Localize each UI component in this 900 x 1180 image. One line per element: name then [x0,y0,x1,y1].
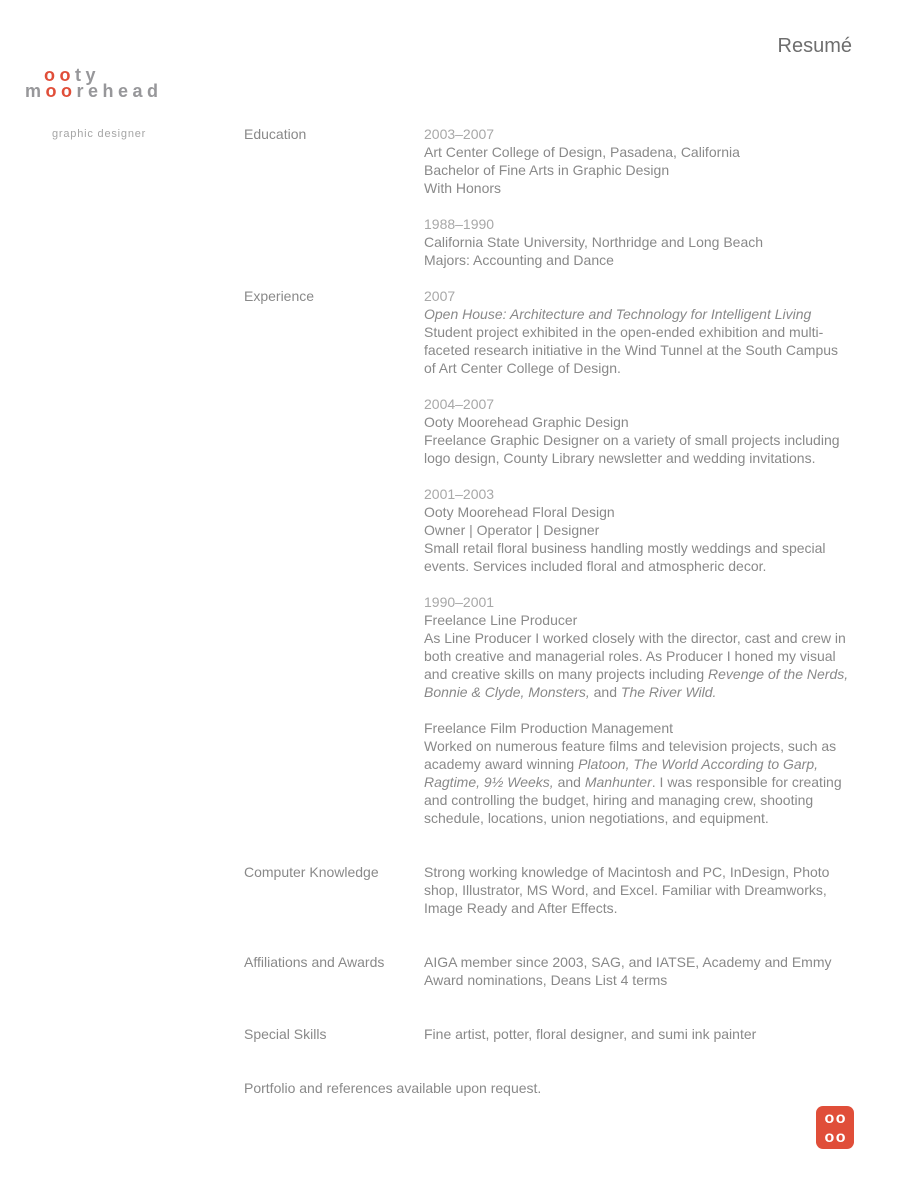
tagline: graphic designer [52,128,147,140]
entry-date: 2004–2007 [424,396,495,412]
text-line [424,629,864,647]
wordmark-letters: ty [75,65,101,85]
italic-text: The River Wild. [620,684,717,700]
brand-wordmark [25,67,163,99]
text-line [424,719,864,737]
brand-mark-row: oo [824,1129,848,1146]
text-line [424,791,864,809]
resume-entry [424,719,864,827]
text-line [424,251,864,269]
text-segment: Freelance Line Producer [424,612,578,628]
text-segment: Ooty Moorehead Floral Design [424,504,615,520]
section-label: Experience [244,288,315,304]
text-line [424,755,864,773]
text-line [424,143,864,161]
entry-date: 2001–2003 [424,486,495,502]
italic-text: Revenge of the Nerds, [708,666,849,682]
text-line [424,899,864,917]
wordmark-accent-letters: oo [44,65,75,85]
section-education [244,125,864,269]
wordmark-line-moorehead [25,83,163,99]
section-label: Special Skills [244,1026,327,1042]
text-segment: shop, Illustrator, MS Word, and Excel. Familiar with Dreamworks, [424,882,827,898]
italic-text: Bonnie & Clyde, Monsters, [424,684,590,700]
text-segment: schedule, locations, union negotiations, and equipment. [424,810,769,826]
section-entries [424,1025,864,1043]
section-special-skills [244,1025,864,1043]
text-segment: Freelance Graphic Designer on a variety of small projects including [424,432,840,448]
section-computer-knowledge [244,863,864,917]
document-title: Resumé [777,35,852,57]
text-line [424,161,864,179]
text-line [424,521,864,539]
italic-text: Manhunter [584,774,652,790]
entry-date: 2007 [424,288,456,304]
text-segment: events. Services included floral and atmospheric decor. [424,558,767,574]
resume-body [244,125,864,1097]
text-line [424,233,864,251]
resume-entry [424,485,864,575]
text-segment: Worked on numerous feature films and television projects, such as [424,738,837,754]
text-segment: faceted research initiative in the Wind Tunnel at the South Campus [424,342,839,358]
text-segment: and [589,684,621,700]
text-segment: As Line Producer I worked closely with the director, cast and crew in [424,630,846,646]
text-segment: With Honors [424,180,502,196]
text-line [424,431,864,449]
section-entries [424,125,864,269]
text-line [424,557,864,575]
brand-mark-icon [816,1106,854,1149]
text-line [424,773,864,791]
section-entries [424,287,864,827]
text-line [424,539,864,557]
resume-entry [424,395,864,467]
text-line [424,359,864,377]
text-line [424,863,864,881]
section-label: Education [244,126,307,142]
section-label: Affiliations and Awards [244,954,385,970]
text-line [424,971,864,989]
section-entries [424,863,864,917]
entry-date: 1988–1990 [424,216,495,232]
text-line [424,881,864,899]
text-segment: logo design, County Library newsletter and wedding invitations. [424,450,816,466]
section-experience [244,287,864,827]
section-label: Computer Knowledge [244,864,379,880]
entry-date: 2003–2007 [424,126,495,142]
text-segment: . I was responsible for creating [651,774,842,790]
entry-date: 1990–2001 [424,594,495,610]
resume-entry [424,953,864,989]
brand-mark-row: oo [824,1110,848,1127]
text-line [424,449,864,467]
text-line [424,413,864,431]
text-segment: Freelance Film Production Management [424,720,674,736]
text-segment: AIGA member since 2003, SAG, and IATSE, Academy and Emmy [424,954,832,970]
text-line [424,953,864,971]
resume-entry [424,215,864,269]
resume-entry [424,593,864,701]
footer-note: Portfolio and references available upon request. [244,1080,542,1096]
text-segment: Image Ready and After Effects. [424,900,618,916]
text-segment: and [553,774,585,790]
text-line [424,611,864,629]
italic-text: Platoon, The World According to Garp, [578,756,819,772]
text-line [424,503,864,521]
text-line [424,1025,864,1043]
text-segment: academy award winning [424,756,579,772]
text-segment: Art Center College of Design, Pasadena, California [424,144,740,160]
resume-entry [424,287,864,377]
italic-text: Ragtime, 9½ Weeks, [424,774,554,790]
wordmark-letters: m [25,81,46,101]
text-line [424,323,864,341]
text-line [424,665,864,683]
text-segment: Small retail floral business handling mostly weddings and special [424,540,826,556]
text-segment: Majors: Accounting and Dance [424,252,614,268]
text-segment: California State University, Northridge and Long Beach [424,234,764,250]
text-segment: both creative and managerial roles. As Producer I honed my visual [424,648,836,664]
text-segment: and creative skills on many projects including [424,666,709,682]
wordmark-accent-letters: oo [45,81,77,101]
wordmark-letters: rehead [76,81,163,101]
text-line [424,179,864,197]
text-line [424,647,864,665]
text-line [424,809,864,827]
text-segment: Award nominations, Deans List 4 terms [424,972,668,988]
resume-entry [424,125,864,197]
text-line [424,683,864,701]
section-entries [424,953,864,989]
section-affiliations-and-awards [244,953,864,989]
text-segment: Fine artist, potter, floral designer, and sumi ink painter [424,1026,757,1042]
text-segment: Student project exhibited in the open-ended exhibition and multi- [424,324,824,340]
text-line [424,737,864,755]
resume-entry [424,863,864,917]
text-segment: Ooty Moorehead Graphic Design [424,414,629,430]
text-segment: Owner | Operator | Designer [424,522,600,538]
italic-text: Open House: Architecture and Technology for Intelligent Living [424,306,812,322]
text-segment: and controlling the budget, hiring and managing crew, shooting [424,792,814,808]
text-segment: Bachelor of Fine Arts in Graphic Design [424,162,670,178]
text-segment: of Art Center College of Design. [424,360,621,376]
resume-entry [424,1025,864,1043]
text-line [424,305,864,323]
text-segment: Strong working knowledge of Macintosh and PC, InDesign, Photo [424,864,830,880]
text-line [424,341,864,359]
